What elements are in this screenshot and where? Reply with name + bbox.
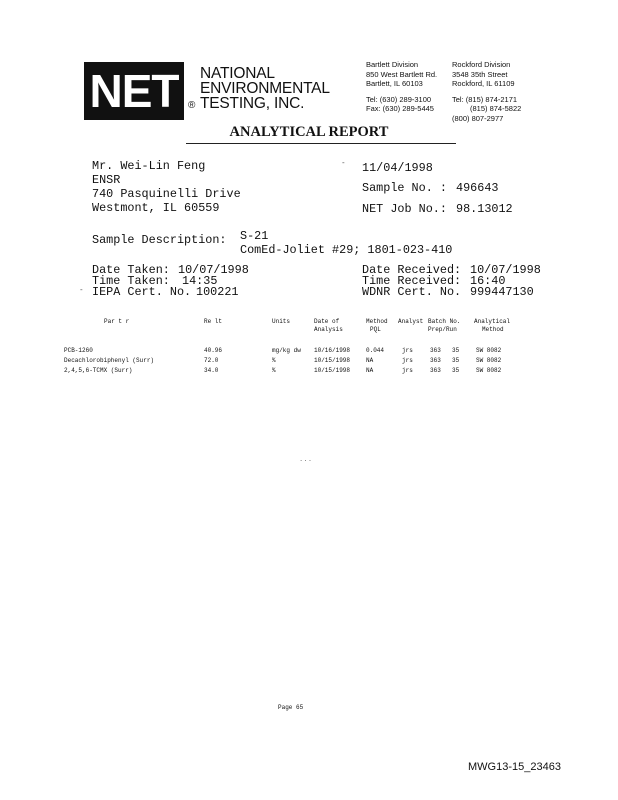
cell-units: % (272, 357, 276, 364)
cell-prep: 363 (430, 367, 441, 374)
sample-no-value: 496643 (456, 181, 499, 195)
sample-description-line-1: S-21 (240, 229, 269, 243)
cell-result: 72.0 (204, 357, 219, 364)
report-date: 11/04/1998 (362, 161, 433, 175)
wdnr-cert-label: WDNR Cert. No. (362, 285, 462, 299)
job-no-value: 98.13012 (456, 202, 513, 216)
cell-analyst: jrs (402, 347, 413, 354)
cell-pql: NA (366, 367, 374, 374)
iepa-cert-label: IEPA Cert. No. (92, 285, 192, 299)
rockford-line: Rockford Division (452, 60, 511, 69)
cell-date: 10/16/1998 (314, 347, 351, 354)
cell-prep: 363 (430, 347, 441, 354)
company-name-line-1: NATIONAL (200, 65, 275, 82)
client-org: ENSR (92, 173, 121, 187)
cell-units: mg/kg dw (272, 347, 301, 354)
rockford-line: (815) 874-5822 (470, 104, 522, 113)
job-no-label: NET Job No.: (362, 202, 447, 216)
col-header-result: Re lt (204, 318, 223, 325)
scan-speck: - (80, 285, 83, 294)
date-taken-label: Date Taken: (92, 263, 170, 277)
company-name (200, 66, 330, 111)
col-header-batch (428, 318, 460, 334)
cell-result: 40.96 (204, 347, 223, 354)
rockford-line: (800) 807-2977 (452, 113, 504, 123)
cell-pql: 0.044 (366, 347, 385, 354)
sample-description-line-2: ComEd-Joliet #29; 1801-023-410 (240, 243, 453, 257)
cell-analyst: jrs (402, 357, 413, 364)
time-received-value: 16:40 (470, 274, 506, 288)
cell-parameter: PCB-1260 (64, 347, 93, 354)
sample-description-label: Sample Description: (92, 233, 227, 247)
bartlett-line: Fax: (630) 289-5445 (366, 104, 434, 113)
title-underline (186, 143, 456, 144)
rockford-division-address (452, 60, 521, 123)
cell-method: SW 8082 (476, 367, 502, 374)
cell-result: 34.0 (204, 367, 219, 374)
bartlett-line: 850 West Bartlett Rd. (366, 69, 438, 79)
page-number: Page 65 (278, 704, 304, 711)
col-header-batch-line-2: Prep/Run (428, 326, 457, 333)
scan-speck: - (342, 158, 345, 167)
col-header-analytical-method (474, 318, 510, 334)
bartlett-line: Bartlett Division (366, 60, 419, 69)
cell-date: 10/15/1998 (314, 357, 351, 364)
date-received-value: 10/07/1998 (470, 263, 541, 277)
col-header-date (314, 318, 343, 334)
cell-date: 10/15/1998 (314, 367, 351, 374)
company-logo (84, 62, 184, 120)
time-taken-value: 14:35 (182, 274, 218, 288)
time-taken-label: Time Taken: (92, 274, 170, 288)
cell-prep: 363 (430, 357, 441, 364)
col-header-date-line-2: Analysis (314, 326, 343, 333)
client-name: Mr. Wei-Lin Feng (92, 159, 206, 173)
logo-text: NET (89, 65, 179, 117)
registered-mark: ® (188, 100, 196, 111)
col-header-method-pql (366, 318, 388, 334)
document-id: MWG13-15_23463 (468, 761, 561, 773)
col-header-parameter: Par t r (104, 318, 130, 325)
cell-units: % (272, 367, 276, 374)
report-title: ANALYTICAL REPORT (229, 124, 389, 140)
col-header-method-line-2: PQL (370, 326, 381, 333)
company-name-line-2: ENVIRONMENTAL (200, 80, 330, 97)
company-name-line-3: TESTING, INC. (200, 95, 305, 112)
time-received-label: Time Received: (362, 274, 462, 288)
sample-no-label: Sample No. : (362, 181, 447, 195)
col-header-analytical-line-2: Method (482, 326, 504, 333)
col-header-batch-line-1: Batch No. (428, 318, 461, 325)
cell-parameter: Decachlorobiphenyl (Surr) (64, 357, 155, 364)
rockford-line: Rockford, IL 61109 (452, 79, 515, 88)
cell-run: 35 (452, 357, 460, 364)
col-header-analytical-line-1: Analytical (474, 318, 511, 325)
date-taken-value: 10/07/1998 (178, 263, 249, 277)
col-header-date-line-1: Date of (314, 318, 340, 325)
client-address (92, 159, 241, 215)
col-header-units: Units (272, 318, 291, 325)
cell-run: 35 (452, 367, 460, 374)
rockford-line: Tel: (815) 874-2171 (452, 94, 518, 104)
cell-method: SW 8082 (476, 357, 502, 364)
bartlett-line: Tel: (630) 289-3100 (366, 94, 432, 104)
iepa-cert-value: 100221 (196, 285, 239, 299)
date-received-label: Date Received: (362, 263, 462, 277)
col-header-analyst: Analyst (398, 318, 424, 325)
cell-method: SW 8082 (476, 347, 502, 354)
cell-run: 35 (452, 347, 460, 354)
cell-pql: NA (366, 357, 374, 364)
bartlett-division-address (366, 60, 437, 114)
rockford-line: 3548 35th Street (452, 69, 508, 79)
client-street: 740 Pasquinelli Drive (92, 187, 241, 201)
client-city: Westmont, IL 60559 (92, 201, 220, 215)
bartlett-line: Bartlett, IL 60103 (366, 79, 423, 88)
cell-analyst: jrs (402, 367, 413, 374)
wdnr-cert-value: 999447130 (470, 285, 534, 299)
cell-parameter: 2,4,5,6-TCMX (Surr) (64, 367, 133, 374)
col-header-method-line-1: Method (366, 318, 388, 325)
scan-speck: . . . (300, 454, 312, 463)
